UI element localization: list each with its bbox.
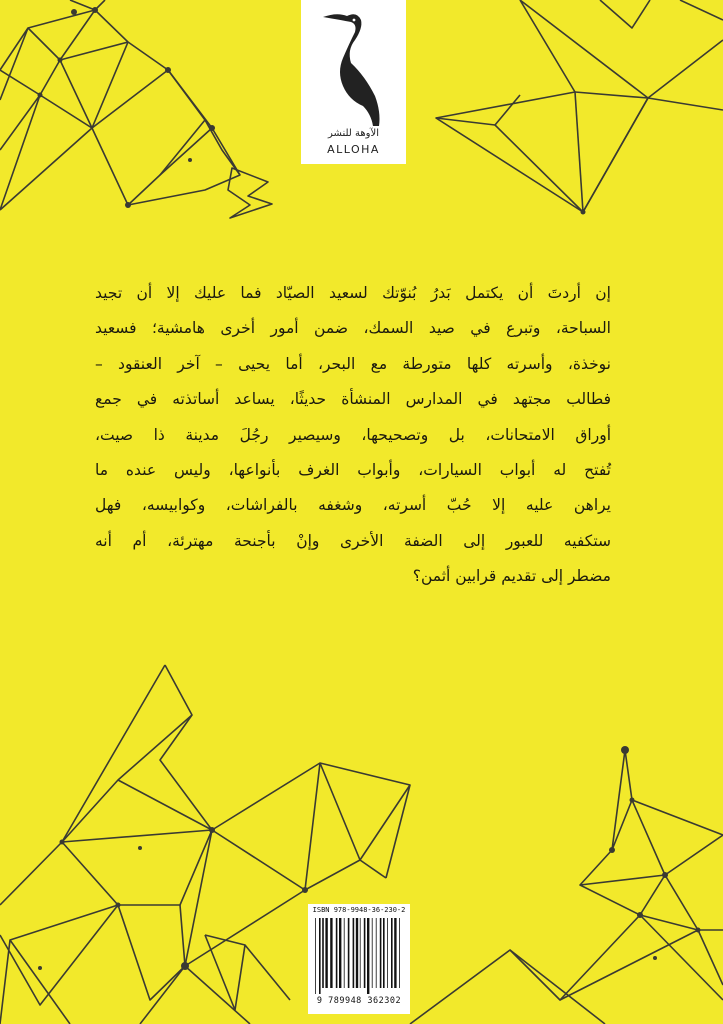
barcode-bar: [353, 918, 355, 988]
barcode-bar: [319, 918, 321, 994]
publisher-name-arabic: الآوهة للنشر: [328, 128, 379, 139]
publisher-logo: [301, 0, 406, 164]
heron-logo-icon: [319, 8, 389, 128]
barcode-bar: [325, 918, 327, 988]
blurb-line: مضطر إلى تقديم قرابين أثمن؟: [412, 567, 611, 586]
barcode-bars: [314, 918, 404, 994]
blurb-line: تُفتح له أبواب السيارات، وأبواب الغرف بأنواعها، وليس عنده ما: [95, 461, 611, 480]
barcode-bar: [356, 918, 358, 988]
barcode-bar: [380, 918, 382, 988]
barcode-bar: [399, 918, 400, 988]
isbn-label: ISBN 978-9948-36-230-2: [312, 906, 406, 914]
publisher-name-english: ALLOHA: [327, 143, 380, 156]
barcode-bar: [348, 918, 350, 988]
barcode-bar: [339, 918, 341, 988]
blurb-line: السباحة، وتبرع في صيد السمك، ضمن أمور أخرى هامشية؛ فسعيد: [95, 319, 611, 338]
blurb-line: إن أردتَ أن يكتمل بَدرُ بُنوّتك لسعيد الصيّاد فما عليك إلا أن تجيد: [95, 284, 611, 302]
barcode-bar: [344, 918, 345, 988]
isbn-digits: 9 789948 362302: [316, 996, 402, 1006]
barcode-bar: [394, 918, 396, 988]
blurb-line: ستكفيه للعبور إلى الضفة الأخرى وإنْ بأجنحة مهترئة، أم أنه: [95, 531, 611, 550]
blurb-line: فطالب مجتهد في المدارس المنشأة حديثًا، يساعد أساتذته في جمع: [95, 390, 611, 409]
barcode-bar: [376, 918, 377, 988]
barcode-bar: [367, 918, 369, 994]
barcode-bar: [387, 918, 388, 988]
barcode-bar: [383, 918, 385, 988]
isbn-barcode: [308, 904, 410, 1014]
barcode-bar: [364, 918, 366, 988]
barcode-bar: [372, 918, 373, 988]
back-cover-blurb: [95, 276, 611, 595]
barcode-bar: [322, 918, 324, 988]
barcode-bar: [330, 918, 332, 988]
barcode-bar: [360, 918, 361, 988]
blurb-line: يراهن عليه إلا حُبّ أسرته، وشغفه بالفراشات، وكوابيسه، فهل: [95, 496, 611, 515]
barcode-bar: [336, 918, 338, 988]
blurb-line: أوراق الامتحانات، بل وتصحيحها، وسيصير رجُلَ مدينة ذا صيت،: [95, 425, 611, 444]
barcode-bar: [315, 918, 316, 994]
blurb-line: نوخذة، وأسرته كلها متورطة مع البحر، أما يحيى – آخر العنقود –: [95, 354, 611, 373]
barcode-bar: [391, 918, 393, 988]
